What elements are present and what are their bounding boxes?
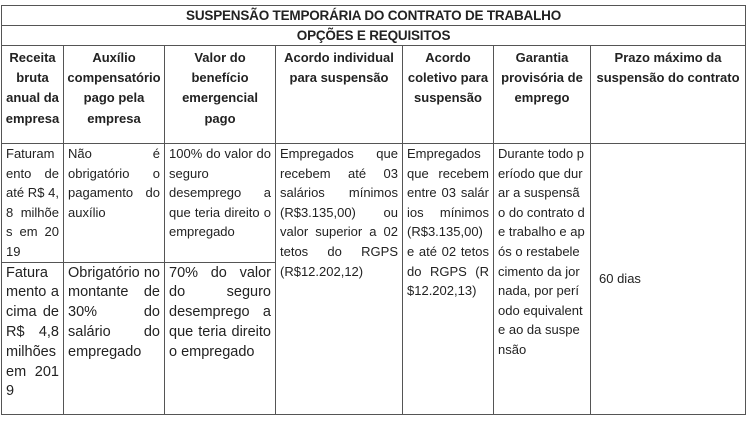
row2-valor: 70% do valor do seguro desemprego a que teria direito o empregado (165, 262, 276, 414)
header-valor: Valor do benefício emergencial pago (165, 46, 276, 144)
header-acordo-individual: Acordo individual para suspensão (276, 46, 403, 144)
prazo-cell: 60 dias (591, 144, 746, 415)
header-auxilio: Auxílio compensatório pago pela empresa (64, 46, 165, 144)
table-subtitle: OPÇÕES E REQUISITOS (2, 26, 746, 46)
acordo-individual-cell: Empregados que recebem até 03 salários mínimos (R$3.135,00) ou valor superior a 02 tetos do RGPS (R$12.202,12) (276, 144, 403, 415)
table-title: SUSPENSÃO TEMPORÁRIA DO CONTRATO DE TRABALHO (2, 6, 746, 26)
header-acordo-coletivo: Acordo coletivo para suspensão (403, 46, 494, 144)
garantia-cell: Durante todo período que durar a suspensão do contrato de trabalho e após o restabelecimento da jornada, por período equivalente ao da suspensão (494, 144, 591, 415)
row1-auxilio: Não é obrigatório o pagamento do auxílio (64, 144, 165, 263)
header-garantia: Garantia provisória de emprego (494, 46, 591, 144)
header-receita: Receita bruta anual da empresa (2, 46, 64, 144)
row1-valor: 100% do valor do seguro desemprego a que teria direito o empregado (165, 144, 276, 263)
row2-receita: Faturamento acima de R$ 4,8 milhões em 2019 (2, 262, 64, 414)
header-prazo: Prazo máximo da suspensão do contrato (591, 46, 746, 144)
row2-auxilio: Obrigatório no montante de 30% do salário do empregado (64, 262, 165, 414)
row1-receita: Faturamento de até R$ 4,8 milhões em 2019 (2, 144, 64, 263)
suspension-table (1, 5, 746, 415)
acordo-coletivo-cell: Empregados que recebem entre 03 salários mínimos (R$3.135,00) e até 02 tetos do RGPS (R$12.202,13) (403, 144, 494, 415)
